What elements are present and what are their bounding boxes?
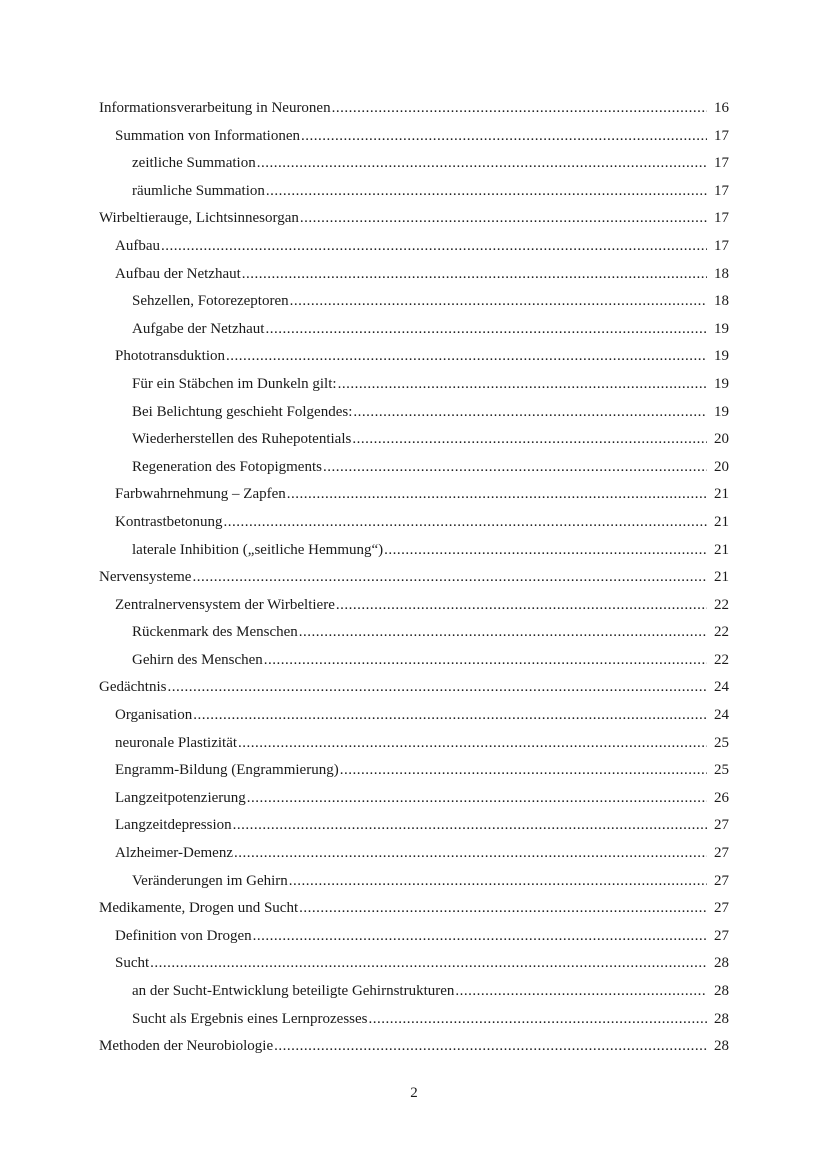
toc-entry-title: Rückenmark des Menschen (132, 624, 298, 641)
toc-entry[interactable] (99, 1006, 729, 1034)
toc-entry-page: 19 (714, 320, 729, 337)
toc-dot-leader (336, 592, 707, 620)
toc-entry-page: 27 (714, 927, 729, 944)
toc-dot-leader (340, 757, 707, 785)
toc-entry[interactable] (99, 95, 729, 123)
toc-entry-title: Kontrastbetonung (115, 513, 223, 530)
toc-entry-page: 25 (714, 734, 729, 751)
toc-entry-title: Organisation (115, 707, 193, 724)
toc-entry-title: Sucht (115, 955, 150, 972)
toc-entry-page: 27 (714, 845, 729, 862)
toc-entry[interactable] (99, 178, 729, 206)
toc-entry[interactable] (99, 288, 729, 316)
toc-dot-leader (323, 454, 707, 482)
toc-entry[interactable] (99, 895, 729, 923)
toc-entry[interactable] (99, 619, 729, 647)
toc-entry-page: 28 (714, 1038, 729, 1055)
toc-dot-leader (161, 233, 707, 261)
toc-entry[interactable] (99, 371, 729, 399)
toc-entry-title: Bei Belichtung geschieht Folgendes: (132, 403, 353, 420)
toc-dot-leader (290, 288, 707, 316)
toc-entry-title: räumliche Summation (132, 182, 265, 199)
toc-dot-leader (299, 619, 707, 647)
toc-entry-title: Definition von Drogen (115, 927, 252, 944)
toc-entry-page: 17 (714, 182, 729, 199)
toc-dot-leader (223, 509, 707, 537)
toc-entry-title: zeitliche Summation (132, 155, 256, 172)
toc-entry[interactable] (99, 674, 729, 702)
toc-entry-page: 24 (714, 679, 729, 696)
toc-entry-page: 18 (714, 293, 729, 310)
toc-entry[interactable] (99, 509, 729, 537)
toc-entry-page: 21 (714, 513, 729, 530)
toc-entry[interactable] (99, 481, 729, 509)
toc-dot-leader (332, 95, 707, 123)
toc-entry[interactable] (99, 399, 729, 427)
toc-entry-page: 28 (714, 955, 729, 972)
toc-entry-page: 20 (714, 458, 729, 475)
toc-entry[interactable] (99, 923, 729, 951)
toc-entry[interactable] (99, 592, 729, 620)
toc-dot-leader (287, 481, 707, 509)
toc-dot-leader (299, 895, 707, 923)
toc-entry-page: 27 (714, 900, 729, 917)
toc-dot-leader (238, 730, 707, 758)
toc-entry-title: Informationsverarbeitung in Neuronen (99, 100, 331, 116)
toc-entry[interactable] (99, 426, 729, 454)
toc-entry-title: Alzheimer-Demenz (115, 845, 233, 862)
toc-dot-leader (455, 978, 707, 1006)
toc-dot-leader (234, 840, 707, 868)
toc-entry[interactable] (99, 978, 729, 1006)
toc-entry-page: 17 (714, 237, 729, 254)
toc-dot-leader (289, 868, 707, 896)
toc-entry-title: Aufgabe der Netzhaut (132, 320, 265, 337)
toc-entry-page: 27 (714, 872, 729, 889)
toc-entry-page: 17 (714, 127, 729, 144)
toc-entry-page: 22 (714, 651, 729, 668)
toc-entry-title: Aufbau der Netzhaut (115, 265, 241, 282)
toc-entry-page: 18 (714, 265, 729, 282)
toc-entry-title: Gedächtnis (99, 679, 167, 696)
toc-entry[interactable] (99, 647, 729, 675)
toc-dot-leader (384, 537, 707, 565)
toc-dot-leader (226, 343, 707, 371)
toc-entry[interactable] (99, 150, 729, 178)
toc-entry-title: Für ein Stäbchen im Dunkeln gilt: (132, 375, 337, 392)
toc-dot-leader (247, 785, 707, 813)
toc-dot-leader (264, 647, 707, 675)
toc-dot-leader (253, 923, 707, 951)
toc-entry-page: 17 (714, 155, 729, 172)
toc-dot-leader (257, 150, 707, 178)
toc-entry[interactable] (99, 840, 729, 868)
toc-entry-page: 19 (714, 375, 729, 392)
toc-entry-page: 19 (714, 403, 729, 420)
toc-entry[interactable] (99, 205, 729, 233)
toc-entry[interactable] (99, 757, 729, 785)
toc-dot-leader (233, 812, 707, 840)
toc-entry-title: laterale Inhibition („seitliche Hemmung“) (132, 541, 384, 558)
toc-entry-page: 27 (714, 817, 729, 834)
toc-entry-title: an der Sucht-Entwicklung beteiligte Gehirnstrukturen (132, 983, 455, 999)
toc-entry-title: Regeneration des Fotopigments (132, 458, 322, 475)
toc-entry-page: 17 (714, 210, 729, 227)
toc-entry[interactable] (99, 564, 729, 592)
toc-entry-page: 16 (714, 100, 729, 116)
toc-entry[interactable] (99, 343, 729, 371)
toc-dot-leader (300, 205, 707, 233)
toc-entry-title: Langzeitpotenzierung (115, 789, 246, 806)
toc-dot-leader (192, 564, 707, 592)
toc-entry-page: 21 (714, 486, 729, 503)
toc-dot-leader (274, 1033, 707, 1061)
toc-entry[interactable] (99, 1033, 729, 1061)
toc-entry[interactable] (99, 868, 729, 896)
toc-entry-title: Farbwahrnehmung – Zapfen (115, 486, 286, 503)
toc-entry[interactable] (99, 316, 729, 344)
toc-entry-page: 19 (714, 348, 729, 365)
toc-entry-title: Zentralnervensystem der Wirbeltiere (115, 596, 335, 613)
toc-entry[interactable] (99, 454, 729, 482)
toc-entry-page: 21 (714, 569, 729, 586)
toc-entry-page: 21 (714, 541, 729, 558)
toc-entry-title: Wirbeltierauge, Lichtsinnesorgan (99, 210, 299, 227)
toc-dot-leader (369, 1006, 708, 1034)
toc-entry[interactable] (99, 233, 729, 261)
toc-dot-leader (338, 371, 707, 399)
toc-entry-title: Langzeitdepression (115, 817, 232, 834)
toc-entry-page: 28 (714, 1010, 729, 1027)
toc-entry-title: Sehzellen, Fotorezeptoren (132, 293, 289, 310)
table-of-contents (99, 95, 729, 1061)
toc-entry-title: Wiederherstellen des Ruhepotentials (132, 431, 352, 448)
toc-dot-leader (150, 950, 707, 978)
toc-entry[interactable] (99, 812, 729, 840)
toc-entry-title: Nervensysteme (99, 569, 192, 586)
toc-dot-leader (352, 426, 707, 454)
toc-entry-title: Medikamente, Drogen und Sucht (99, 900, 299, 917)
toc-entry-page: 22 (714, 624, 729, 641)
toc-entry-title: Sucht als Ergebnis eines Lernprozesses (132, 1010, 368, 1027)
toc-entry-page: 24 (714, 707, 729, 724)
toc-dot-leader (353, 399, 707, 427)
toc-entry-title: Methoden der Neurobiologie (99, 1038, 274, 1055)
toc-entry-page: 22 (714, 596, 729, 613)
toc-dot-leader (242, 261, 707, 289)
toc-entry[interactable] (99, 702, 729, 730)
toc-entry[interactable] (99, 785, 729, 813)
toc-entry-title: Phototransduktion (115, 348, 226, 365)
toc-dot-leader (265, 316, 707, 344)
page-number: 2 (410, 1085, 418, 1101)
toc-entry-page: 20 (714, 431, 729, 448)
toc-entry-page: 25 (714, 762, 729, 779)
toc-dot-leader (266, 178, 707, 206)
toc-entry-title: Veränderungen im Gehirn (132, 872, 288, 889)
toc-entry[interactable] (99, 730, 729, 758)
toc-entry[interactable] (99, 537, 729, 565)
toc-entry-title: Summation von Informationen (115, 127, 300, 144)
toc-entry-title: Aufbau (115, 237, 160, 254)
toc-dot-leader (301, 123, 707, 151)
toc-entry-page: 28 (714, 983, 729, 999)
toc-dot-leader (193, 702, 707, 730)
toc-entry[interactable] (99, 123, 729, 151)
toc-entry-title: Engramm-Bildung (Engrammierung) (115, 762, 339, 779)
toc-entry-title: neuronale Plastizität (115, 734, 238, 751)
toc-dot-leader (167, 674, 707, 702)
toc-entry[interactable] (99, 261, 729, 289)
toc-entry[interactable] (99, 950, 729, 978)
toc-entry-page: 26 (714, 789, 729, 806)
toc-entry-title: Gehirn des Menschen (132, 651, 263, 668)
